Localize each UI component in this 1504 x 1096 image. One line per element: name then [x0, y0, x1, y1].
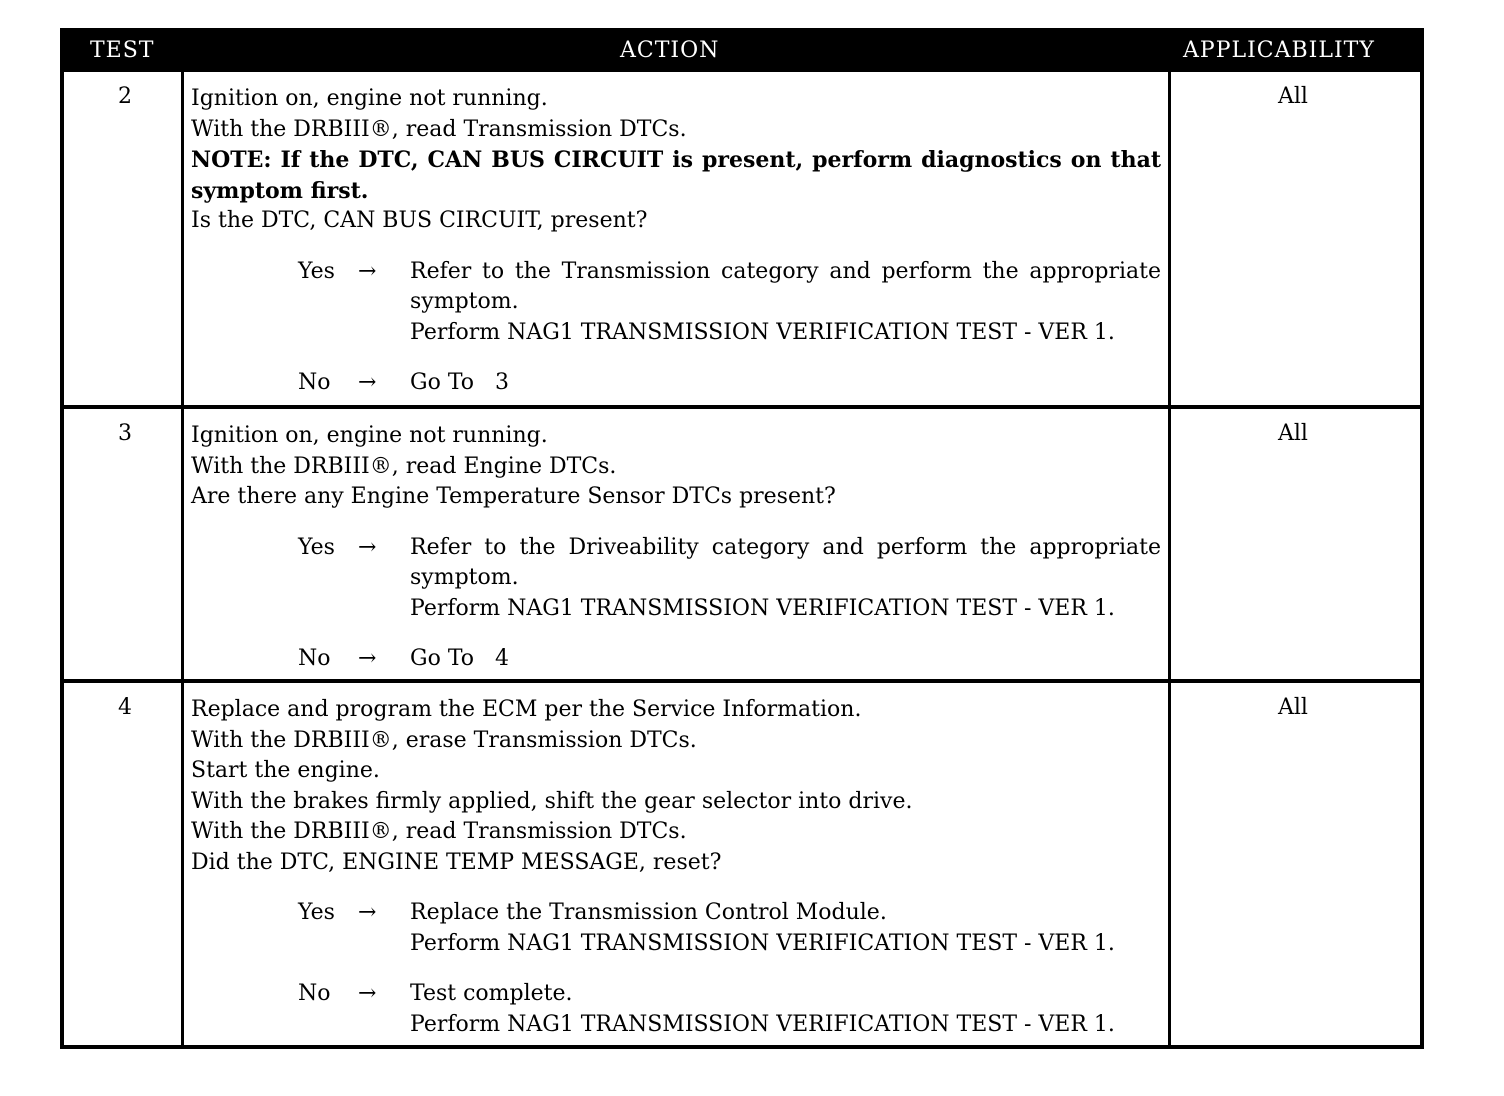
result-line: Go To 4: [410, 646, 509, 671]
result-line: Test complete.: [410, 981, 573, 1006]
yes-result: [410, 533, 1161, 625]
applicability-value: All: [1278, 421, 1308, 446]
arrow-icon: →: [358, 370, 377, 395]
result-line: Replace the Transmission Control Module.: [410, 900, 887, 925]
action-question: Is the DTC, CAN BUS CIRCUIT, present?: [191, 208, 648, 233]
diagnostic-test-table: [60, 28, 1424, 1049]
yes-label: Yes: [298, 900, 335, 925]
action-step: With the DRBIII®, read Engine DTCs.: [191, 453, 617, 479]
test-number: 3: [118, 421, 132, 446]
action-step: With the DRBIII®, erase Transmission DTCs.: [191, 727, 697, 753]
action-step: With the DRBIII®, read Transmission DTCs.: [191, 819, 687, 844]
no-label: No: [298, 646, 331, 671]
action-step: Replace and program the ECM per the Service Information.: [191, 697, 862, 722]
test-row-2: [64, 72, 1420, 405]
result-line: Perform NAG1 TRANSMISSION VERIFICATION TEST - VER 1.: [410, 930, 1115, 956]
action-cell: [191, 695, 1161, 1040]
yes-branch: [191, 257, 1161, 349]
yes-branch: [191, 533, 1161, 625]
action-cell: [191, 84, 1161, 399]
no-branch: [191, 644, 1161, 675]
no-branch: [191, 368, 1161, 399]
arrow-icon: →: [358, 258, 377, 284]
no-result: [410, 644, 1161, 675]
test-number: 4: [118, 695, 132, 720]
arrow-icon: →: [358, 981, 377, 1006]
result-line: Perform NAG1 TRANSMISSION VERIFICATION TEST - VER 1.: [410, 319, 1115, 345]
header-test: TEST: [90, 38, 155, 63]
test-row-3: [64, 409, 1420, 679]
result-line: Go To 3: [410, 370, 509, 395]
test-row-4: [64, 683, 1420, 1045]
action-step: Are there any Engine Temperature Sensor DTCs present?: [191, 484, 836, 509]
arrow-icon: →: [358, 534, 377, 560]
header-action: ACTION: [620, 38, 720, 63]
header-applicability: APPLICABILITY: [1183, 38, 1375, 63]
action-step: With the DRBIII®, read Transmission DTCs.: [191, 116, 687, 142]
no-label: No: [298, 981, 331, 1006]
result-line: Perform NAG1 TRANSMISSION VERIFICATION TEST - VER 1.: [410, 1011, 1115, 1037]
test-number: 2: [118, 84, 132, 109]
applicability-value: All: [1278, 695, 1308, 720]
result-line: Perform NAG1 TRANSMISSION VERIFICATION TEST - VER 1.: [410, 595, 1115, 621]
action-step: Did the DTC, ENGINE TEMP MESSAGE, reset?: [191, 849, 722, 875]
arrow-icon: →: [358, 900, 377, 925]
action-note: NOTE: If the DTC, CAN BUS CIRCUIT is present, perform diagnostics on that symptom first.: [191, 147, 1161, 204]
arrow-icon: →: [358, 646, 377, 671]
result-line: Refer to the Transmission category and perform the appropriate symptom.: [410, 258, 1161, 314]
no-label: No: [298, 370, 331, 395]
table-header: [64, 32, 1420, 72]
yes-branch: [191, 898, 1161, 959]
action-step: With the brakes firmly applied, shift the gear selector into drive.: [191, 788, 913, 814]
no-result: [410, 368, 1161, 399]
applicability-value: All: [1278, 84, 1308, 109]
yes-label: Yes: [298, 534, 335, 560]
no-branch: [191, 979, 1161, 1040]
action-step: Start the engine.: [191, 758, 380, 783]
action-step: Ignition on, engine not running.: [191, 423, 548, 448]
yes-result: [410, 257, 1161, 349]
action-cell: [191, 421, 1161, 675]
yes-result: [410, 898, 1161, 959]
result-line: Refer to the Driveability category and perform the appropriate symptom.: [410, 534, 1161, 590]
no-result: [410, 979, 1161, 1040]
yes-label: Yes: [298, 258, 335, 284]
action-step: Ignition on, engine not running.: [191, 86, 548, 111]
